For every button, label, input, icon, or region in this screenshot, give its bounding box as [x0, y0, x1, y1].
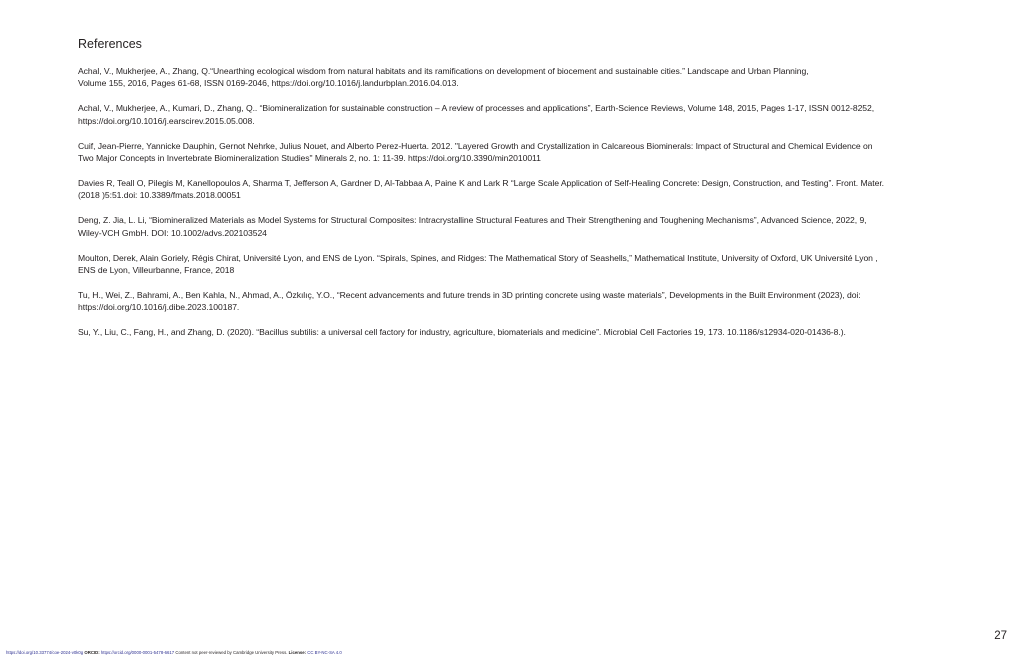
reference-line: Davies R, Teall O, Pilegis M, Kanellopoulos A, Sharma T, Jefferson A, Gardner D, Al-Tabbaa A, Paine K and Lark R “Large Scale Application of Self-Healing Concrete: Design, Construction, and Testing”. Front. Mater. — [78, 177, 885, 188]
reference-line: Achal, V., Mukherjee, A., Zhang, Q.“Unearthing ecological wisdom from natural habitats and its ramifications on development of biocement and sustainable cities.” Landscape and Urban Planning, — [78, 66, 809, 76]
reference-line: https://doi.org/10.1016/j.dibe.2023.100187. — [78, 302, 240, 313]
reference-line: Deng, Z. Jia, L. Li, “Biomineralized Materials as Model Systems for Structural Composites: Intracrystalline Structural Features and Their Strengthening and Toughening Mechanisms”, Advanced Science, 2022, 9, — [78, 215, 867, 226]
reference-item — [78, 65, 948, 90]
reference-line: Moulton, Derek, Alain Goriely, Régis Chirat, Université Lyon, and ENS de Lyon. “Spirals, Spines, and Ridges: The Mathematical Story of Seashells,” Mathematical Institute, University of Oxford, UK Université Lyon , — [78, 252, 878, 263]
reference-line: https://doi.org/10.1016/j.earscirev.2015.05.008. — [78, 115, 255, 126]
reference-line: Wiley-VCH GmbH. DOI: 10.1002/advs.202103524 — [78, 227, 267, 238]
reference-item — [78, 177, 948, 202]
reference-item — [78, 140, 948, 165]
doi-link[interactable]: https://doi.org/10.33774/coe-2024-v0k0g — [6, 650, 84, 655]
reference-line: Tu, H., Wei, Z., Bahrami, A., Ben Kahla, N., Ahmad, A., Özkılıç, Y.O., “Recent advancements and future trends in 3D printing concrete using waste materials”, Developments in the Built Environment (2023), doi: — [78, 289, 861, 300]
reference-item — [78, 252, 948, 277]
reference-line: Cuif, Jean-Pierre, Yannicke Dauphin, Gernot Nehrke, Julius Nouet, and Alberto Perez-Huerta. 2012. "Layered Growth and Crystallization in Calcareous Biominerals: Impact of Structural and Chemical Evidence on — [78, 140, 873, 151]
license-link[interactable]: CC BY-NC-SA 4.0 — [307, 650, 342, 655]
reference-item — [78, 102, 948, 127]
orcid-label: ORCID: — [84, 650, 100, 655]
reference-line: Volume 155, 2016, Pages 61-68, ISSN 0169-2046, https://doi.org/10.1016/j.landurbplan.2016.04.013. — [78, 78, 459, 89]
reference-line: Two Major Concepts in Invertebrate Biomineralization Studies" Minerals 2, no. 1: 11-39. https://doi.org/10.3390/min2010011 — [78, 153, 541, 164]
license-label: License: — [288, 650, 307, 655]
reference-item — [78, 214, 948, 239]
reference-line: Achal, V., Mukherjee, A., Kumari, D., Zhang, Q.. “Biomineralization for sustainable construction – A review of processes and applications”, Earth-Science Reviews, Volume 148, 2015, Pages 1-17, ISSN 0012-8252, — [78, 103, 875, 114]
references-heading: References — [78, 37, 142, 51]
peer-review-notice: Content not peer-reviewed by Cambridge University Press. — [175, 650, 288, 655]
reference-line: ENS de Lyon, Villeurbanne, France, 2018 — [78, 264, 235, 275]
reference-line: (2018 )5:51.doi: 10.3389/fmats.2018.00051 — [78, 190, 241, 201]
page-number: 27 — [994, 630, 1007, 642]
reference-item — [78, 289, 948, 314]
footer — [6, 650, 342, 656]
reference-list — [78, 65, 948, 351]
orcid-link[interactable]: https://orcid.org/0000-0001-5478-6617 — [100, 650, 175, 655]
reference-item — [78, 326, 948, 338]
reference-line: Su, Y., Liu, C., Fang, H., and Zhang, D. (2020). “Bacillus subtilis: a universal cell factory for industry, agriculture, biomaterials and medicine”. Microbial Cell Factories 19, 173. 10.1186/s12934-020-01436-8.). — [78, 327, 846, 338]
